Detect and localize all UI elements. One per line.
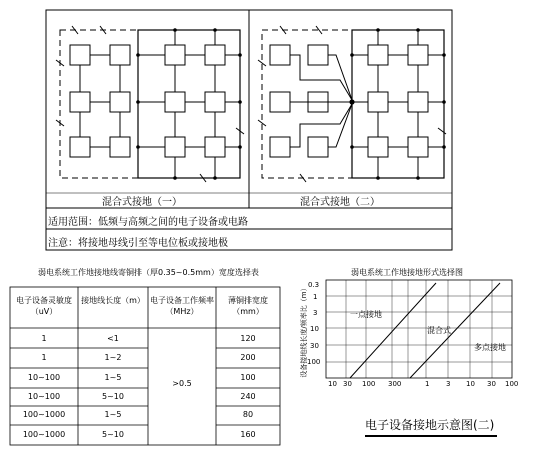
chart-title: 弱电系统工作地接地形式选择图	[351, 268, 463, 277]
table-row-length: 1~5	[104, 373, 122, 382]
x-tick: 300	[388, 380, 402, 388]
y-tick: 0.3	[308, 281, 320, 289]
x-tick: 100	[362, 380, 376, 388]
x-tick: 100	[505, 380, 519, 388]
y-tick: 1	[313, 293, 318, 301]
table-row-width: 80	[242, 410, 254, 419]
figure-caption: 电子设备接地示意图(二)	[365, 418, 495, 432]
x-tick: 1	[425, 380, 430, 388]
table-title: 弱电系统工作地接地线寄铜排（厚0.35~0.5mm）宽度选择表	[38, 268, 259, 277]
left-panel-caption: 混合式接地（一）	[102, 197, 182, 208]
table-row-sens: 10~100	[27, 392, 61, 401]
region-multi-point: 多点接地	[474, 343, 506, 352]
table-header-frequency: 电子设备工作频率（MHz）	[150, 296, 214, 316]
y-tick: 30	[310, 342, 319, 350]
table-row-sens: 10~100	[27, 373, 61, 382]
table-row-length: 1~2	[104, 353, 122, 362]
note-line: 注意：将接地母线引至等电位板或接地极	[48, 238, 228, 249]
table-row-length: <1	[107, 334, 119, 343]
table-row-width: 200	[240, 353, 256, 362]
table-row-length: 5~10	[102, 430, 124, 439]
table-row-width: 120	[240, 334, 256, 343]
chart-axes	[326, 280, 512, 378]
x-tick: 10	[328, 380, 337, 388]
table-row-sens: 100~1000	[22, 410, 66, 419]
table-header-sensitivity: 电子设备灵敏度（uV）	[16, 296, 72, 316]
table-row-sens: 1	[41, 353, 47, 362]
table-row-width: 240	[240, 392, 256, 401]
table-header-length: 接地线长度（m）	[81, 296, 145, 305]
right-panel-caption: 混合式接地（二）	[300, 197, 380, 208]
x-tick: 30	[487, 380, 496, 388]
table-row-sens: 100~1000	[22, 430, 66, 439]
table-row-length: 1~5	[104, 410, 122, 419]
x-tick: 30	[343, 380, 352, 388]
table-row-length: 5~10	[102, 392, 124, 401]
table-row-width: 100	[240, 373, 256, 382]
scope-line: 适用范围：低频与高频之间的电子设备或电路	[48, 217, 248, 228]
chart-y-label: 设备接地线长度/频率比（m）	[300, 284, 308, 378]
x-tick: 10	[466, 380, 475, 388]
y-tick: 3	[313, 309, 318, 317]
x-tick: 3	[446, 380, 451, 388]
table-row-sens: 1	[41, 334, 47, 343]
table-row-width: 160	[240, 430, 256, 439]
y-tick: 10	[310, 325, 319, 333]
table-freq-merged: >0.5	[172, 379, 192, 388]
table-header-width: 薄铜排宽度（mm）	[228, 296, 268, 316]
left-panel-mesh	[56, 26, 244, 182]
region-mixed: 混合式	[427, 326, 451, 335]
region-single-point: 一点接地	[350, 310, 382, 319]
y-tick: 100	[307, 358, 321, 366]
